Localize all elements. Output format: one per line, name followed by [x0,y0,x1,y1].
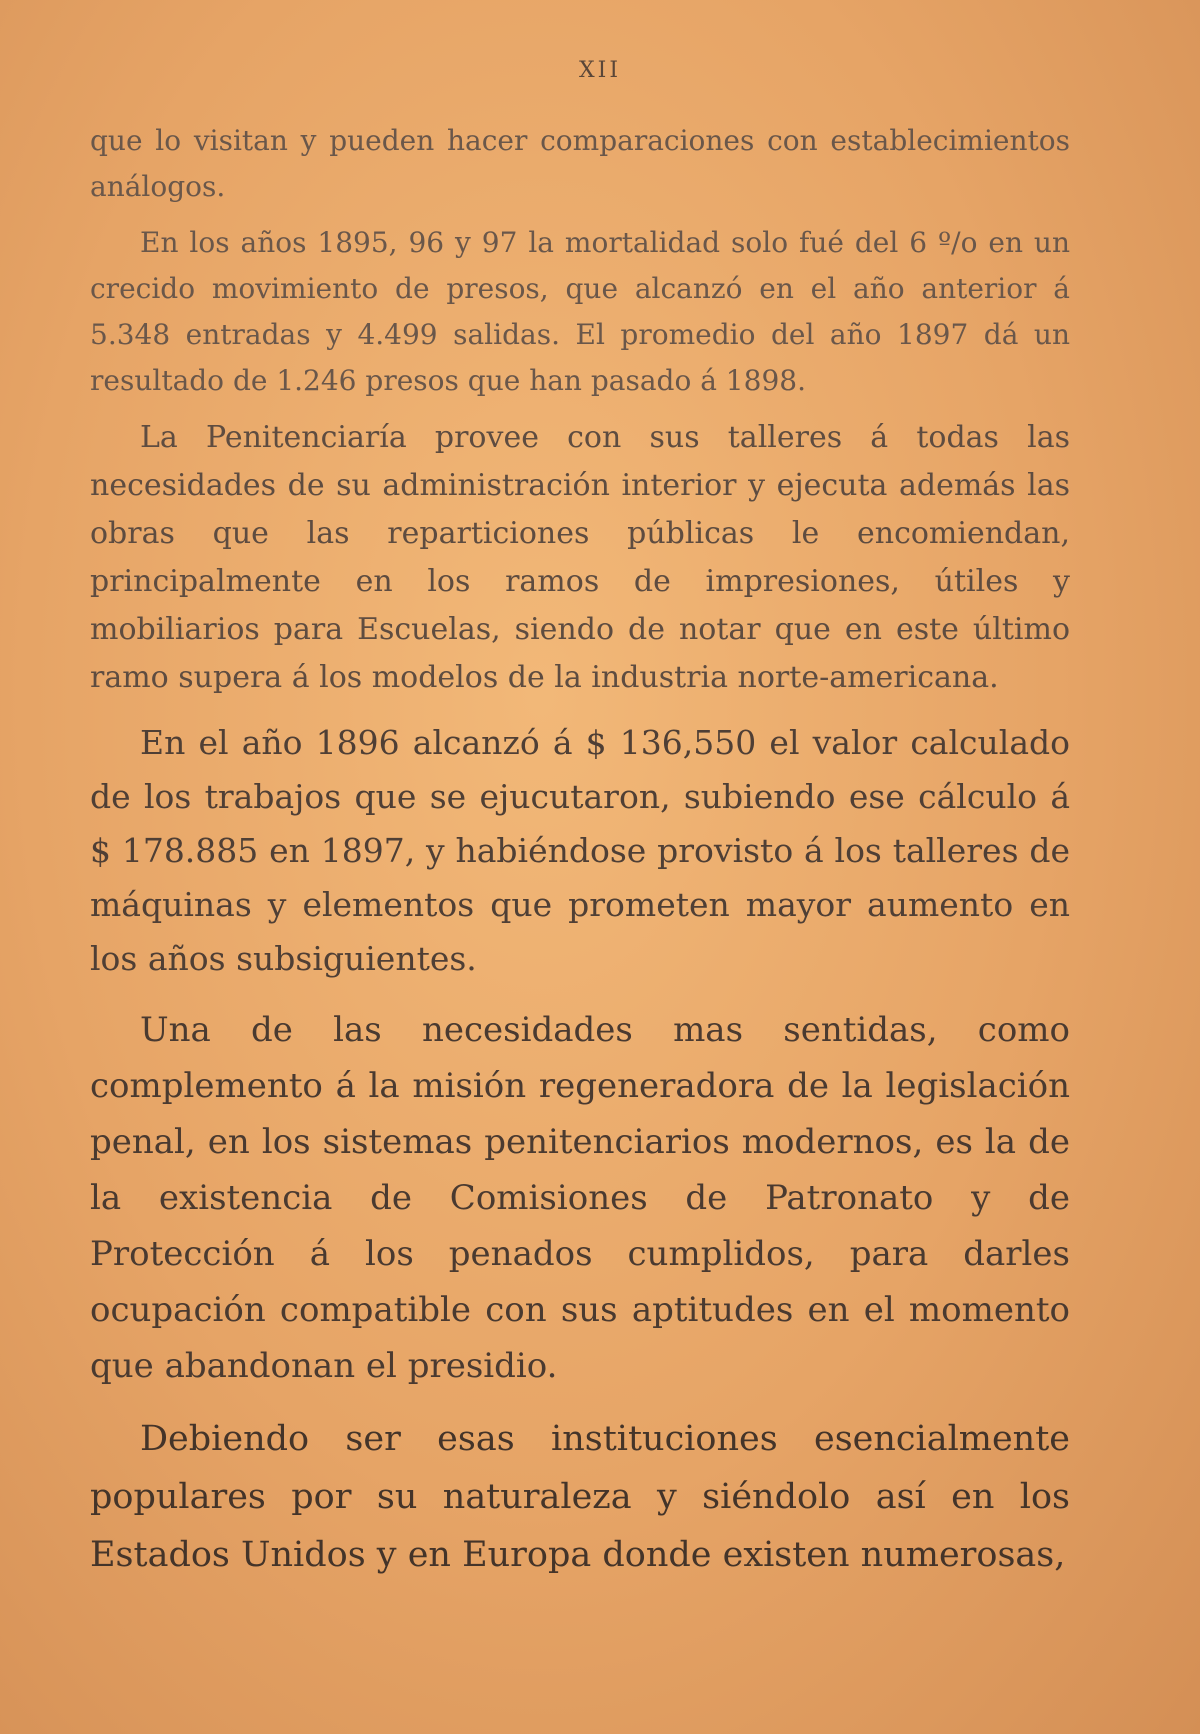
paragraph-workshops: La Penitenciaría provee con sus talleres á todas las necesidades de su administración interior y ejecuta además las obras que las reparticiones públicas le encomiendan, principalmente en los ramos de impresiones, útiles y mobiliarios para Escuelas, siendo de notar que en este último ramo supera á los modelos de la industria norte-americana. [90,420,1070,695]
paragraph-institutions: Debiendo ser esas instituciones esencialmente populares por su naturaleza y siéndolo así en los Estados Unidos y en Europa donde existen numerosas, [90,1419,1070,1575]
body-text [90,118,1070,1594]
paragraph-continuation: que lo visitan y pueden hacer comparaciones con establecimientos análogos. [90,124,1070,203]
paragraph-patronage: Una de las necesidades mas sentidas, como complemento á la misión regeneradora de la legislación penal, en los sistemas penitenciarios modernos, es la de la existencia de Comisiones de Patronato y de Protección á los penados cumplidos, para darles ocupación compatible con sus aptitudes en el momento que abandonan el presidio. [90,1010,1070,1386]
paragraph-work-value: En el año 1896 alcanzó á $ 136,550 el valor calculado de los trabajos que se ejucutaron, subiendo ese cálculo á $ 178.885 en 1897, y habiéndose provisto á los talleres de máquinas y elementos que prometen mayor aumento en los años subsiguientes. [90,723,1070,978]
paragraph-mortality: En los años 1895, 96 y 97 la mortalidad solo fué del 6 º/o en un crecido movimiento de presos, que alcanzó en el año anterior á 5.348 entradas y 4.499 salidas. El promedio del año 1897 dá un resultado de 1.246 presos que han pasado á 1898. [90,226,1070,397]
page-number: XII [578,58,622,83]
